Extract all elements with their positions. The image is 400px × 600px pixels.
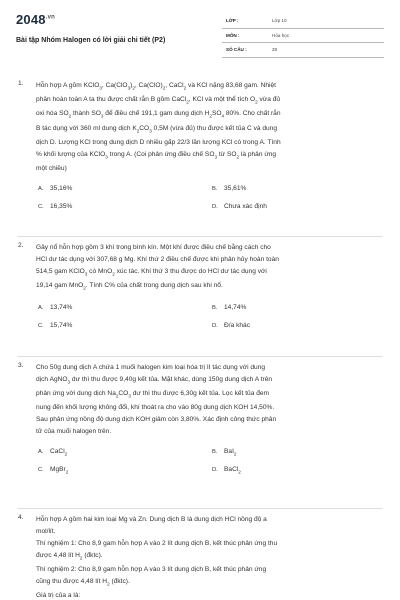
document-title: Bài tập Nhóm Halogen có lời giải chi tiết (P2) bbox=[16, 37, 166, 44]
text-line: % khối lượng của KClO$_3$ trong A. (Coi phản ứng điều chế $SO_3$ từ $SO_2$ là phản ứng bbox=[36, 150, 277, 160]
meta-key: LỚP : bbox=[226, 18, 239, 24]
text-line: Gây nổ hỗn hợp gồm 3 khí trong bình kín. Một khí được điều chế bằng cách cho bbox=[36, 244, 271, 251]
meta-key: MÔN : bbox=[226, 32, 240, 38]
meta-row-count bbox=[222, 43, 384, 58]
option-label: C. bbox=[38, 467, 44, 474]
option-a[interactable] bbox=[38, 302, 212, 314]
text-line: oxi hóa $SO_2$ thành $SO_3$ để điều chế 191,1 gam dung dịch $H_2SO_4$ 80%. Cho chất rắn bbox=[36, 110, 281, 119]
text-line: phản ứng với dung dịch $Na_2CO_3$ dư thì thu được 6,30g kết tủa. Lọc kết tủa đem bbox=[36, 390, 270, 399]
option-b[interactable] bbox=[212, 183, 386, 195]
option-c[interactable] bbox=[38, 320, 212, 332]
option-label: D. bbox=[212, 323, 218, 330]
subscript: 2 bbox=[107, 581, 110, 587]
option-label: D. bbox=[212, 203, 218, 210]
option-text: Chưa xác định bbox=[224, 202, 267, 210]
option-label: A. bbox=[38, 185, 44, 192]
option-text: BaCl$_2$ bbox=[224, 466, 241, 475]
subscript: 3 bbox=[105, 154, 108, 160]
question-number: 4. bbox=[18, 514, 24, 521]
subscript: 2 bbox=[186, 99, 189, 105]
subscript: 2 bbox=[112, 271, 115, 277]
text-line: Cho 50g dung dịch A chứa 1 muối halogen kim loại hóa trị II tác dụng với dung bbox=[36, 364, 266, 371]
subscript: 2 bbox=[209, 113, 212, 119]
option-c[interactable] bbox=[38, 464, 212, 476]
question-text bbox=[36, 80, 382, 175]
subscript: 3 bbox=[99, 85, 102, 91]
text-line: HCl dư tác dụng với 307,68 g Mg. Khí thứ 2 điều chế được khi phân hủy hoàn toàn bbox=[36, 255, 279, 263]
text-line: 19,14 gam MnO$_2$. Tính C% của chất trong dung dịch sau khi nổ. bbox=[36, 282, 223, 291]
question-1 bbox=[18, 80, 382, 213]
subscript: 2 bbox=[83, 285, 86, 291]
text-line: một chiều) bbox=[36, 165, 67, 172]
text-line: Thí nghiệm 1: Cho 8,9 gam hỗn hợp A vào 2 lít dung dịch B, kết thúc phản ứng thu bbox=[36, 539, 278, 547]
question-text bbox=[36, 362, 382, 438]
option-text: 35,16% bbox=[50, 184, 73, 192]
option-label: B. bbox=[212, 449, 218, 456]
subscript: 2 bbox=[115, 393, 119, 399]
question-number: 3. bbox=[18, 362, 24, 369]
question-divider bbox=[18, 508, 382, 509]
option-text: Đ/a khác bbox=[224, 322, 251, 330]
meta-table bbox=[222, 14, 384, 58]
logo-suffix: .vn bbox=[45, 14, 56, 21]
text-line: nung đến khối lượng không đổi, khí thoát ra cho vào 80g dung dịch KOH 14,50%. bbox=[36, 404, 275, 412]
text-line: 514,5 gam KClO$_3$ có MnO$_2$ xúc tác. Khí thứ 3 thu được do HCl dư tác dụng với bbox=[36, 267, 267, 277]
subscript: 3 bbox=[84, 271, 88, 277]
option-a[interactable] bbox=[38, 446, 212, 458]
option-b[interactable] bbox=[212, 302, 386, 314]
question-3 bbox=[18, 362, 382, 476]
text-line: Thí nghiệm 2: Cho 8,9 gam hỗn hợp A vào 3 lít dung dịch B, kết thúc phản ứng bbox=[36, 565, 267, 573]
option-text: 13,74% bbox=[50, 304, 73, 312]
option-label: A. bbox=[38, 449, 44, 456]
logo-main: 2048 bbox=[16, 12, 46, 27]
meta-value: Hóa học bbox=[272, 32, 290, 38]
option-text: CaCl$_2$ bbox=[50, 448, 68, 457]
subscript: 2 bbox=[68, 113, 72, 119]
answer-options bbox=[38, 183, 382, 213]
text-line: Giá trị của a là: bbox=[36, 592, 81, 600]
subscript: 3 bbox=[100, 113, 104, 119]
meta-row-subject bbox=[222, 29, 384, 44]
subscript: 3 bbox=[67, 379, 71, 385]
subscript: 2 bbox=[65, 469, 69, 475]
text-line: mol/lít. bbox=[36, 527, 56, 535]
option-label: A. bbox=[38, 305, 44, 312]
option-text: 15,74% bbox=[50, 322, 73, 330]
option-text: BaI$_2$ bbox=[224, 448, 237, 457]
text-line: Hỗn hợp A gồm KClO$_3$, $Ca(ClO_3)_2$, $Ca(ClO)_2$, CaCl$_2$ và KCl nặng 83,68 gam. Nhiệt bbox=[36, 82, 276, 91]
option-d[interactable] bbox=[212, 201, 386, 213]
meta-key: SỐ CÂU : bbox=[226, 47, 247, 53]
subscript: 3 bbox=[128, 393, 131, 399]
meta-row-class bbox=[222, 14, 384, 29]
text-line: dịch D. Lượng KCl trong dung dịch D nhiều gấp 22/3 lần lượng KCl có trong A. Tính bbox=[36, 138, 281, 146]
subscript: 3 bbox=[214, 154, 218, 160]
subscript: 2 bbox=[64, 451, 68, 457]
text-line: Sau phản ứng nồng độ dung dịch KOH giảm còn 3,80%. Xác định công thức phân bbox=[36, 416, 277, 424]
option-b[interactable] bbox=[212, 446, 386, 458]
option-label: B. bbox=[212, 185, 218, 192]
question-text bbox=[36, 242, 382, 294]
text-line: cũng thu được 4,48 lít $H_2$ (đktc). bbox=[36, 577, 130, 587]
option-text: MgBr$_2$ bbox=[50, 466, 69, 475]
option-label: D. bbox=[212, 467, 218, 474]
option-a[interactable] bbox=[38, 183, 212, 195]
subscript: 2 bbox=[236, 154, 240, 160]
option-label: B. bbox=[212, 305, 218, 312]
option-label: C. bbox=[38, 323, 44, 330]
question-divider bbox=[18, 356, 382, 357]
subscript: 2 bbox=[233, 451, 237, 457]
question-text bbox=[36, 514, 382, 600]
subscript: 4 bbox=[221, 113, 225, 119]
site-logo[interactable] bbox=[16, 12, 55, 27]
question-divider bbox=[18, 236, 382, 237]
question-2 bbox=[18, 242, 382, 332]
text-line: phân hoàn toàn A ta thu được chất rắn B gồm CaCl$_2$, KCl và một thể tích $O_2$ vừa đủ bbox=[36, 96, 281, 105]
text-line: được 4,48 lít $H_2$ (đktc). bbox=[36, 551, 103, 561]
subscript: 2 bbox=[238, 469, 241, 475]
text-line: dịch AgNO$_3$ dư thì thu được 9,40g kết tủa. Mặt khác, dùng 150g dung dịch A trên bbox=[36, 375, 273, 385]
subscript: 3 bbox=[127, 85, 131, 91]
question-number: 1. bbox=[18, 80, 24, 87]
page-header bbox=[16, 8, 384, 60]
subscript: 3 bbox=[149, 127, 152, 133]
subscript: 2 bbox=[183, 85, 187, 91]
subscript: 2 bbox=[255, 99, 258, 105]
question-number: 2. bbox=[18, 242, 24, 249]
option-d[interactable] bbox=[212, 464, 386, 476]
option-c[interactable] bbox=[38, 201, 212, 213]
meta-value: 28 bbox=[272, 47, 278, 53]
answer-options bbox=[38, 446, 382, 476]
subscript: 2 bbox=[132, 85, 135, 91]
option-text: 16,35% bbox=[50, 202, 73, 210]
subscript: 2 bbox=[79, 555, 83, 561]
option-label: C. bbox=[38, 203, 44, 210]
question-4 bbox=[18, 514, 382, 600]
text-line: tử của muối halogen trên. bbox=[36, 428, 112, 436]
subscript: 2 bbox=[162, 85, 166, 91]
meta-value: Lớp 10 bbox=[272, 18, 287, 24]
subscript: 2 bbox=[136, 127, 140, 133]
answer-options bbox=[38, 302, 382, 332]
text-line: B tác dụng với 360 ml dung dịch $K_2CO_3$ 0,5M (vừa đủ) thu được kết tủa C và dung bbox=[36, 124, 278, 133]
option-text: 14,74% bbox=[224, 304, 247, 312]
text-line: Hỗn hợp A gồm hai kim loại Mg và Zn. Dung dịch B là dung dịch HCl nồng độ a bbox=[36, 516, 267, 523]
option-d[interactable] bbox=[212, 320, 386, 332]
option-text: 35,61% bbox=[224, 184, 247, 192]
